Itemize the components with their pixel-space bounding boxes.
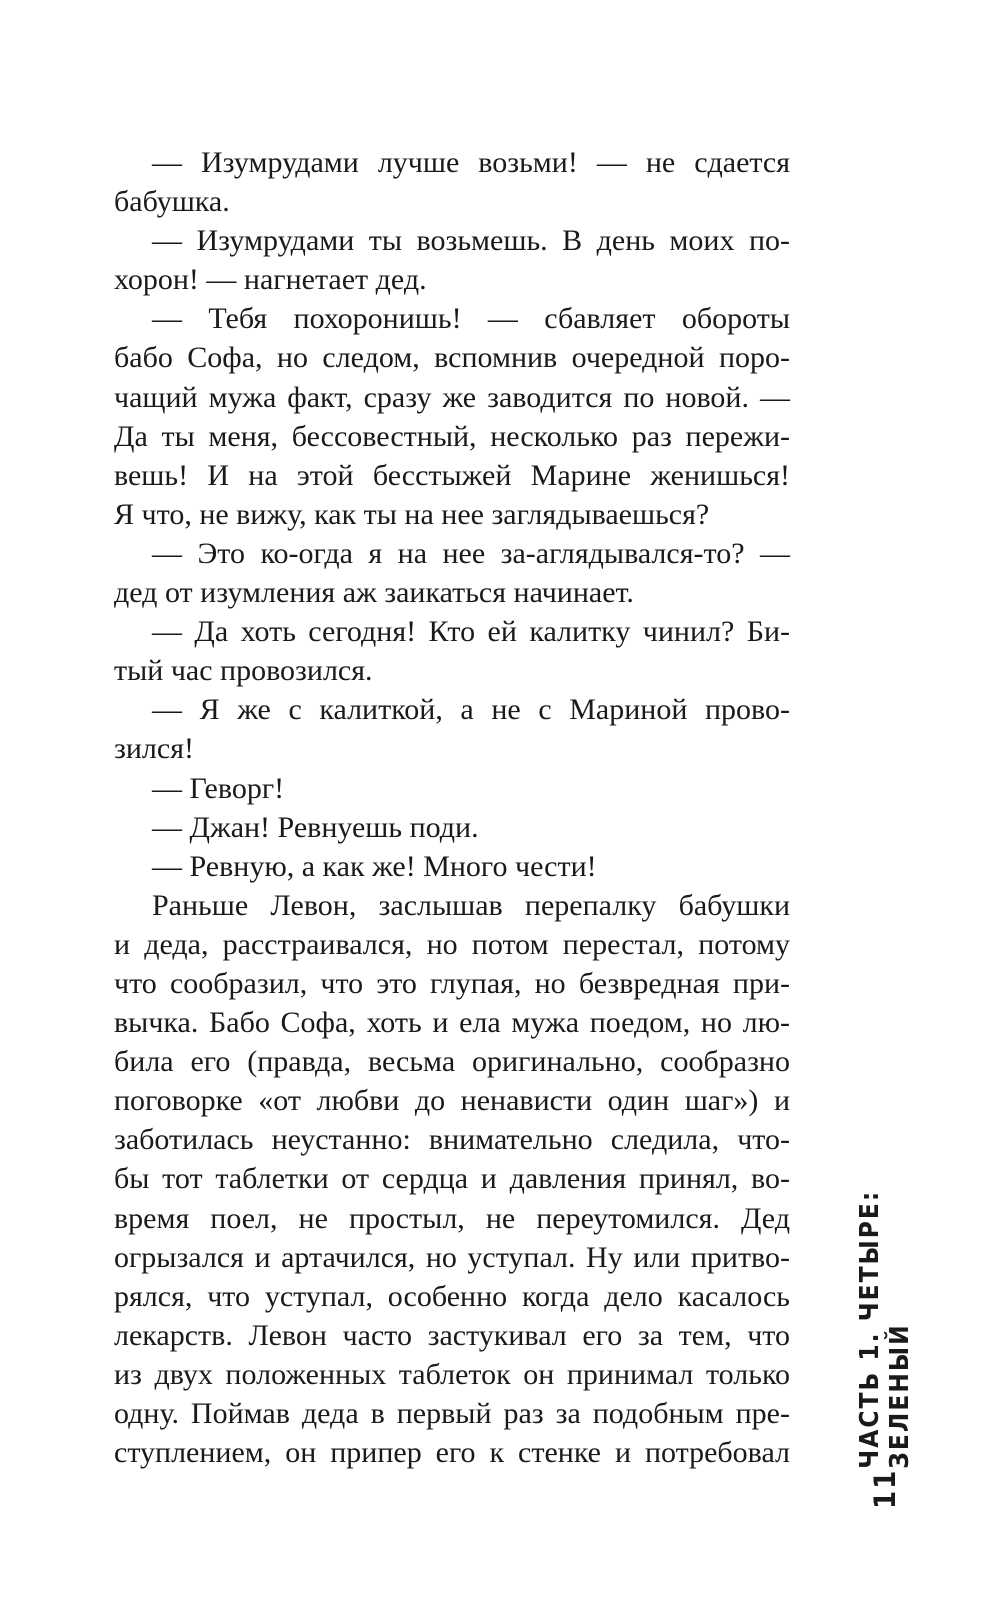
text-line: ступлением, он припер его к стенке и потребовал xyxy=(114,1436,790,1470)
text-line: что сообразил, что это глупая, но безвредная при- xyxy=(114,966,790,1000)
text-line: огрызался и артачился, но уступал. Ну или притво- xyxy=(114,1240,790,1274)
text-line: — Изумрудами ты возьмешь. В день моих по- xyxy=(152,224,790,258)
text-line: одну. Поймав деда в первый раз за подобным пре- xyxy=(114,1397,790,1430)
text-line: вешь! И на этой бесстыжей Марине женишься! xyxy=(114,458,790,492)
text-line: — Ревную, а как же! Много чести! xyxy=(152,849,597,883)
text-line: поговорке «от любви до ненависти один шаг») и xyxy=(114,1084,790,1118)
text-line: зился! xyxy=(114,732,194,766)
text-line: Раньше Левон, заслышав перепалку бабушки xyxy=(152,888,790,922)
text-line: лекарств. Левон часто застукивал его за тем, что xyxy=(114,1318,790,1352)
text-line: — Джан! Ревнуешь поди. xyxy=(152,810,479,844)
text-line: — Изумрудами лучше возьми! — не сдается xyxy=(152,146,790,179)
text-line: вычка. Бабо Софа, хоть и ела мужа поедом, но лю- xyxy=(114,1006,790,1040)
running-head-content xyxy=(855,1099,915,1509)
text-line: рялся, что уступал, особенно когда дело касалось xyxy=(114,1279,790,1313)
text-line: тый час провозился. xyxy=(114,654,373,688)
text-line: заботилась неустанно: внимательно следила, что- xyxy=(114,1123,790,1157)
text-line: — Это ко-огда я на нее за-аглядывался-то? — xyxy=(152,536,790,570)
text-line: била его (правда, весьма оригинально, сообразно xyxy=(114,1045,790,1079)
text-line: хорон! — нагнетает дед. xyxy=(114,263,427,297)
text-line: — Я же с калиткой, а не с Мариной прово- xyxy=(152,693,790,727)
text-line: время поел, не простыл, не переутомился. Дед xyxy=(114,1201,790,1235)
text-line: — Тебя похоронишь! — сбавляет обороты xyxy=(152,302,790,336)
text-line: — Да хоть сегодня! Кто ей калитку чинил? Би- xyxy=(152,615,790,649)
text-line: Да ты меня, бессовестный, несколько раз пережи- xyxy=(114,419,790,453)
text-line: дед от изумления аж заикаться начинает. xyxy=(114,576,634,610)
text-line: и деда, расстраивался, но потом перестал, потому xyxy=(114,927,790,961)
text-line: бы тот таблетки от сердца и давления принял, во- xyxy=(114,1162,790,1196)
text-line: из двух положенных таблеток он принимал только xyxy=(114,1357,790,1391)
text-line: чащий мужа факт, сразу же заводится по новой. — xyxy=(114,380,790,414)
body-text xyxy=(114,143,790,1472)
text-line: — Геворг! xyxy=(152,771,285,805)
running-head xyxy=(855,1099,915,1509)
text-line: бабо Софа, но следом, вспомнив очередной поро- xyxy=(114,341,790,375)
text-line: бабушка. xyxy=(114,185,230,219)
page-number: 11 xyxy=(868,1468,902,1509)
text-line: Я что, не вижу, как ты на нее заглядываешься? xyxy=(114,497,710,531)
section-title: ЧАСТЬ 1. ЧЕТЫРЕ: ЗЕЛЕНЫЙ xyxy=(855,1189,915,1469)
